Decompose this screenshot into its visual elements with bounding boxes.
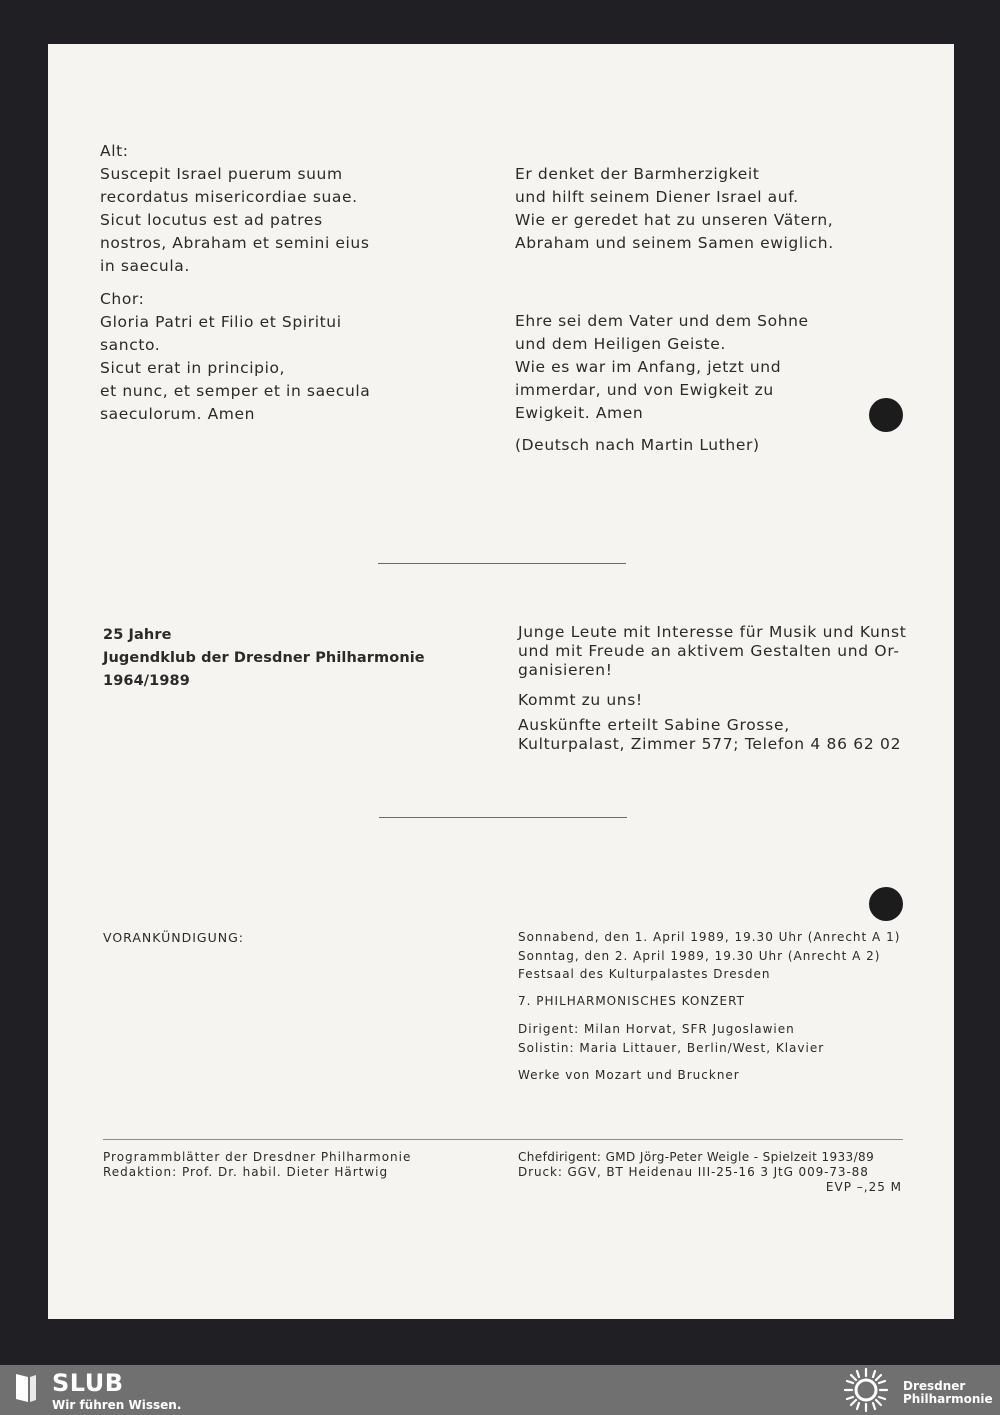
philharmonie-logo-icon — [842, 1367, 890, 1413]
imprint-conductor: Chefdirigent: GMD Jörg-Peter Weigle - Spielzeit 1933/89 — [518, 1150, 875, 1164]
chor-german-text: Ehre sei dem Vater und dem Sohne und dem Heiligen Geiste. Wie es war im Anfang, jetzt und immerdar, und von Ewigkeit zu Ewigkeit. Amen — [515, 312, 809, 422]
imprint-print: Druck: GGV, BT Heidenau III-25-16 3 JtG 009-73-88 — [518, 1165, 869, 1179]
footer-bar — [0, 1365, 1000, 1415]
chor-latin-text: Gloria Patri et Filio et Spiritui sancto. Sicut erat in principio, et nunc, et semper et in saecula saeculorum. Amen — [100, 313, 371, 423]
preview-label: VORANKÜNDIGUNG: — [103, 930, 245, 945]
punch-hole-upper — [869, 398, 903, 432]
alt-german-text: Er denket der Barmherzigkeit und hilft seinem Diener Israel auf. Wie er geredet hat zu unseren Vätern, Abraham und seinem Samen ewiglich. — [515, 165, 834, 252]
punch-hole-lower — [869, 887, 903, 921]
jugendklub-call: Kommt zu uns! — [518, 691, 643, 709]
imprint-price: EVP –,25 M — [825, 1180, 902, 1194]
slub-logo-text: SLUB — [52, 1369, 124, 1397]
imprint-divider — [103, 1139, 903, 1140]
preview-performers: Dirigent: Milan Horvat, SFR Jugoslawien Solistin: Maria Littauer, Berlin/West, Klavier — [518, 1022, 825, 1055]
jugendklub-contact: Auskünfte erteilt Sabine Grosse, Kulturpalast, Zimmer 577; Telefon 4 86 62 02 — [518, 716, 902, 753]
imprint-left: Programmblätter der Dresdner Philharmonie Redaktion: Prof. Dr. habil. Dieter Härtwig — [103, 1150, 412, 1179]
slub-logo-icon — [12, 1372, 40, 1404]
jugendklub-invitation: Junge Leute mit Interesse für Musik und Kunst und mit Freude an aktivem Gestalten und Or- ganisieren! — [518, 623, 907, 679]
preview-concert: 7. PHILHARMONISCHES KONZERT — [518, 994, 745, 1008]
alt-latin-text: Suscepit Israel puerum suum recordatus misericordiae suae. Sicut locutus est ad patres nostros, Abraham et semini eius in saecula. — [100, 165, 370, 275]
preview-works: Werke von Mozart und Bruckner — [518, 1068, 740, 1082]
chor-label: Chor: — [100, 290, 145, 308]
translation-note: (Deutsch nach Martin Luther) — [515, 436, 760, 454]
alt-label: Alt: — [100, 142, 129, 160]
document-page — [48, 44, 954, 1319]
preview-dates: Sonnabend, den 1. April 1989, 19.30 Uhr (Anrecht A 1) Sonntag, den 2. April 1989, 19.30 Uhr (Anrecht A 2) Festsaal des Kulturpalastes Dresden — [518, 930, 901, 981]
section-divider — [379, 817, 627, 818]
slub-tagline: Wir führen Wissen. — [52, 1398, 182, 1412]
philharmonie-logo-text: Dresdner Philharmonie — [903, 1379, 993, 1406]
section-divider — [378, 563, 626, 564]
jugendklub-title: 25 Jahre Jugendklub der Dresdner Philharmonie 1964/1989 — [103, 627, 425, 689]
